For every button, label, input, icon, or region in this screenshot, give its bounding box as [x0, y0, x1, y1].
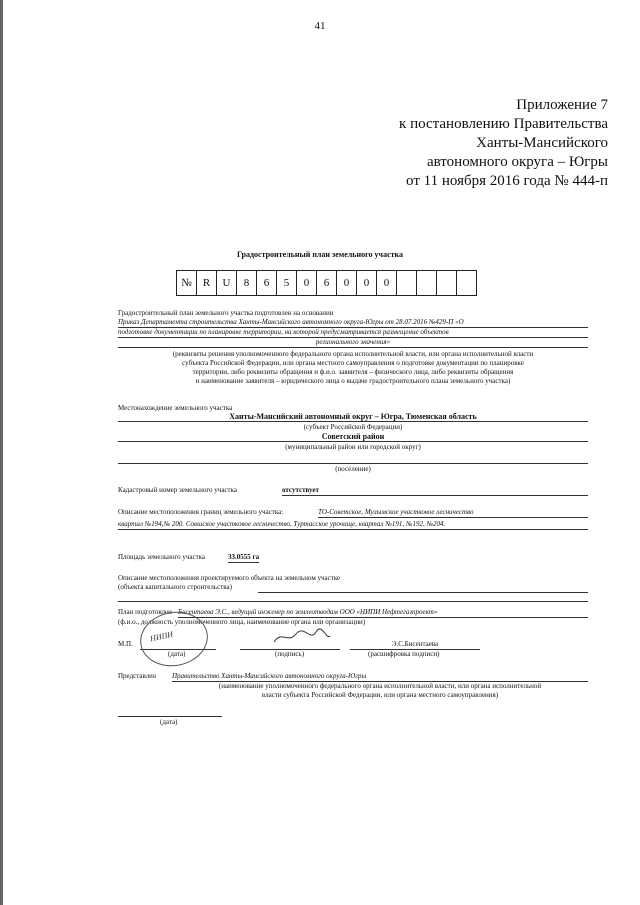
appendix-line: от 11 ноября 2016 года № 444-п [406, 173, 608, 189]
cadastral-value: отсутствует [282, 486, 588, 496]
number-cell: 8 [237, 271, 257, 296]
number-cell [417, 271, 437, 296]
number-cell: R [197, 271, 217, 296]
subject-value: Ханты-Мансийский автономный округ – Югра, Тюменская область [118, 412, 588, 422]
number-cell [457, 271, 477, 296]
submitted-label: Представлен [118, 672, 157, 680]
basis-value-1: Приказ Департамента строительства Ханты-Мансийского автономного округа-Югры от 28.07.2016 №429-П «О [118, 318, 588, 328]
plan-title: Градостроительный план земельного участка [236, 250, 404, 259]
district-value: Советский район [118, 432, 588, 442]
number-cell: 6 [317, 271, 337, 296]
district-caption: (муниципальный район или городской округ) [285, 443, 421, 451]
appendix-line: Приложение 7 [516, 97, 608, 113]
number-cell: 5 [277, 271, 297, 296]
cadastral-label: Кадастровый номер земельного участка [118, 486, 237, 494]
object-label-2: (объекта капитального строительства) [118, 583, 232, 591]
boundaries-value-1: ТО-Советское, Мулымское участковое лесничество [318, 508, 588, 518]
number-cell: 0 [297, 271, 317, 296]
boundaries-value-2: квартал №194,№ 200. Совшское участковое лесничество, Туртасское урочище, квартал №191, №192, №204. [118, 520, 588, 530]
basis-caption-4: и наименование заявителя – юридического лица о выдаче градостроительного плана земельного участка) [195, 377, 511, 385]
mp-label: М.П. [118, 640, 133, 648]
number-cell: 0 [357, 271, 377, 296]
date-caption: (дата) [168, 650, 186, 658]
stamp-text: НИПИ [149, 629, 174, 644]
settlement-caption: (поселение) [335, 465, 371, 473]
area-label: Площадь земельного участка [118, 553, 206, 561]
number-cell [437, 271, 457, 296]
appendix-line: автономного округа – Югры [426, 154, 608, 170]
number-cell: 0 [337, 271, 357, 296]
appendix-line: к постановлению Правительства [399, 116, 608, 132]
basis-caption-1: (реквизиты решения уполномоченного федерального органа исполнительной власти, или органа исполнительной власти [172, 350, 534, 358]
settlement-line [118, 462, 588, 464]
object-line [258, 591, 588, 593]
number-cell: 0 [377, 271, 397, 296]
final-date-caption: (дата) [160, 718, 178, 726]
appendix-header [399, 96, 608, 191]
basis-value-2: подготовке документации по планировке территории, на которой предусматривается размещение объектов [118, 328, 588, 338]
signer-value: Э.С.Бисентаева [350, 640, 480, 650]
prepared-value: Бисентаева Э.С., ведущий инженер по землеотводам ООО «НИПИ Нефтегазпроект» [178, 608, 588, 618]
basis-caption-3: территории, либо реквизиты обращения и ф.и.о. заявителя – физического лица, либо реквизиты обращения [192, 368, 514, 376]
number-cell: U [217, 271, 237, 296]
basis-label: Градостроительный план земельного участка подготовлен на основании [118, 309, 334, 317]
scan-edge [0, 0, 3, 905]
plan-number-box [176, 270, 477, 296]
object-label-1: Описание местоположения проектируемого объекта на земельном участке [118, 574, 341, 582]
page-number: 41 [314, 20, 326, 32]
final-date-line [118, 715, 222, 717]
sign-caption: (подпись) [275, 650, 305, 658]
number-cell: № [177, 271, 197, 296]
subject-caption: (субъект Российской Федерации) [303, 423, 403, 431]
object-line-2 [118, 600, 588, 602]
boundaries-label: Описание местоположения границ земельного участка: [118, 508, 284, 516]
number-cell [397, 271, 417, 296]
signer-caption: (расшифровка подписи) [368, 650, 440, 658]
location-label: Местонахождение земельного участка [118, 404, 233, 412]
number-cell: 6 [257, 271, 277, 296]
submitted-caption-2: власти субъекта Российской Федерации, или органа местного самоуправления) [261, 691, 499, 699]
area-value: 33.0555 га [228, 553, 260, 561]
basis-value-3: регионального значения» [118, 338, 588, 348]
signature-scribble [272, 628, 332, 646]
prepared-label: План подготовлен [118, 608, 172, 616]
appendix-line: Ханты-Мансийского [476, 135, 608, 151]
submitted-value: Правительство Ханты-Мансийского автономного округа-Югры [172, 672, 588, 682]
submitted-caption-1: (наименование уполномоченного федерального органа исполнительной власти, или органа исполнительной [218, 682, 542, 690]
basis-caption-2: субъекта Российской Федерации, или органа местного самоуправления о подготовке документации по планировке [182, 359, 524, 367]
prepared-caption: (ф.и.о., должность уполномоченного лица, наименование органа или организации) [118, 618, 366, 626]
